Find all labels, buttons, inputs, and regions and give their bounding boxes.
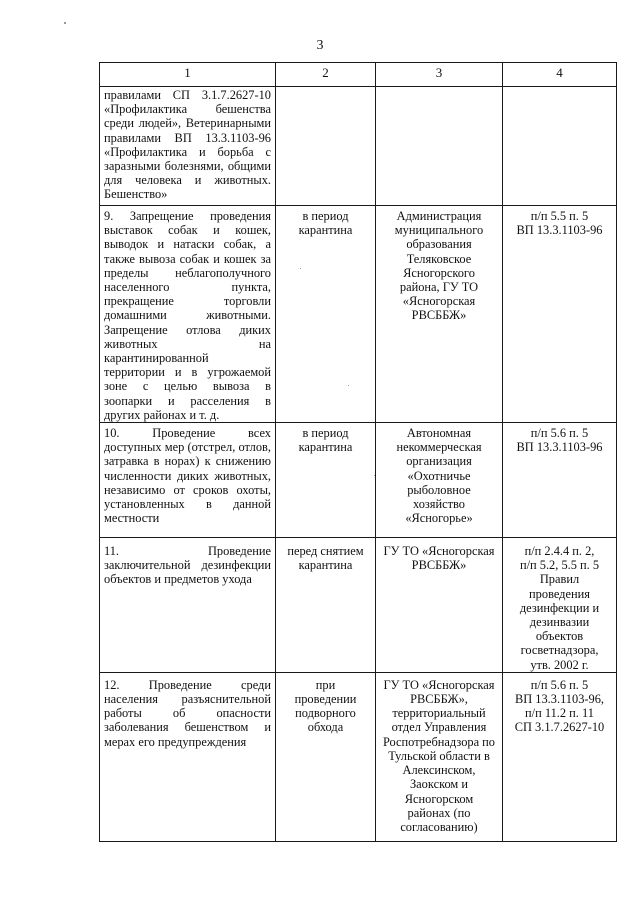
- measure-cell: [100, 538, 276, 673]
- table-row: [100, 423, 617, 538]
- measure-text: 10. Проведение всех доступных мер (отстрел, отлов, затравка в норах) к снижению численности диких животных, независимо от сроков охоты, установленных в данной местности: [104, 426, 271, 526]
- timing-cell: [276, 538, 376, 673]
- reference-text: п/п 5.5 п. 5 ВП 13.3.1103-96: [516, 209, 603, 238]
- responsible-text: Автономная некоммерческая организация «Охотничье рыболовное хозяйство «Ясногорье»: [396, 426, 482, 526]
- page-number: 3: [316, 38, 324, 53]
- scan-speck: [64, 22, 66, 24]
- reference-text: п/п 5.6 п. 5 ВП 13.3.1103-96: [516, 426, 603, 455]
- measure-cell: [100, 87, 276, 206]
- table-row: [100, 672, 617, 841]
- responsible-text: ГУ ТО «Ясногорская РВСББЖ», территориальный отдел Управления Роспотребнадзора по Тульской области в Алексинском, Заокском и Ясногорском районах (по согласованию): [382, 677, 496, 834]
- measure-cell: [100, 423, 276, 538]
- column-header-2: 2: [276, 63, 376, 87]
- measure-cell: [100, 672, 276, 841]
- measure-text: 9. Запрещение проведения выставок собак и кошек, выводок и натаски собак, а также вывоза собак и кошек за пределы неблагополучного населенного пункта, прекращение торговли домашними животными. Запрещение отлова диких животных на карантинированной территории и в угрожаемой зоне с целью вывоза в зоопарки и расселения в других районах и т. д.: [104, 209, 271, 422]
- responsible-text: Администрация муниципального образования Теляковское Ясногорского района, ГУ ТО «Ясногорская РВСББЖ»: [394, 209, 484, 323]
- timing-cell: [276, 423, 376, 538]
- reference-cell: [503, 87, 617, 206]
- measure-cell: [100, 206, 276, 423]
- table-row: [100, 206, 617, 423]
- responsible-cell: [376, 206, 503, 423]
- table-row: [100, 538, 617, 673]
- scan-speck: [374, 475, 375, 476]
- timing-text: при проведении подворного обхода: [294, 677, 357, 735]
- reference-text: п/п 2.4.4 п. 2, п/п 5.2, 5.5 п. 5 Правил проведения дезинфекции и дезинвазии объектов госветнадзора, утв. 2002 г.: [519, 544, 600, 672]
- measures-table: [99, 62, 617, 842]
- reference-cell: [503, 206, 617, 423]
- table-header-row: [100, 63, 617, 87]
- responsible-cell: [376, 87, 503, 206]
- reference-cell: [503, 672, 617, 841]
- scan-speck: [300, 268, 301, 269]
- timing-text: в период карантина: [298, 426, 353, 455]
- reference-cell: [503, 538, 617, 673]
- measure-text: 11. Проведение заключительной дезинфекции объектов и предметов ухода: [104, 544, 271, 587]
- column-header-1: 1: [100, 63, 276, 87]
- reference-text: п/п 5.6 п. 5 ВП 13.3.1103-96, п/п 11.2 п. 11 СП 3.1.7.2627-10: [514, 677, 605, 735]
- timing-cell: [276, 206, 376, 423]
- column-header-4: 4: [503, 63, 617, 87]
- timing-text: в период карантина: [298, 209, 353, 238]
- measure-text: правилами СП 3.1.7.2627-10 «Профилактика бешенства среди людей», Ветеринарными правилами ВП 13.3.1103-96 «Профилактика и борьба с заразными болезнями, общими для человека и животных. Бешенство»: [104, 88, 271, 202]
- responsible-cell: [376, 538, 503, 673]
- responsible-cell: [376, 423, 503, 538]
- reference-cell: [503, 423, 617, 538]
- responsible-cell: [376, 672, 503, 841]
- timing-cell: [276, 87, 376, 206]
- table-row: [100, 87, 617, 206]
- scan-speck: [348, 385, 349, 386]
- measure-text: 12. Проведение среди населения разъяснительной работы об опасности заболевания бешенством и мерах его предупреждения: [104, 677, 271, 749]
- timing-text: перед снятием карантина: [287, 544, 364, 573]
- timing-cell: [276, 672, 376, 841]
- responsible-text: ГУ ТО «Ясногорская РВСББЖ»: [383, 544, 495, 573]
- column-header-3: 3: [376, 63, 503, 87]
